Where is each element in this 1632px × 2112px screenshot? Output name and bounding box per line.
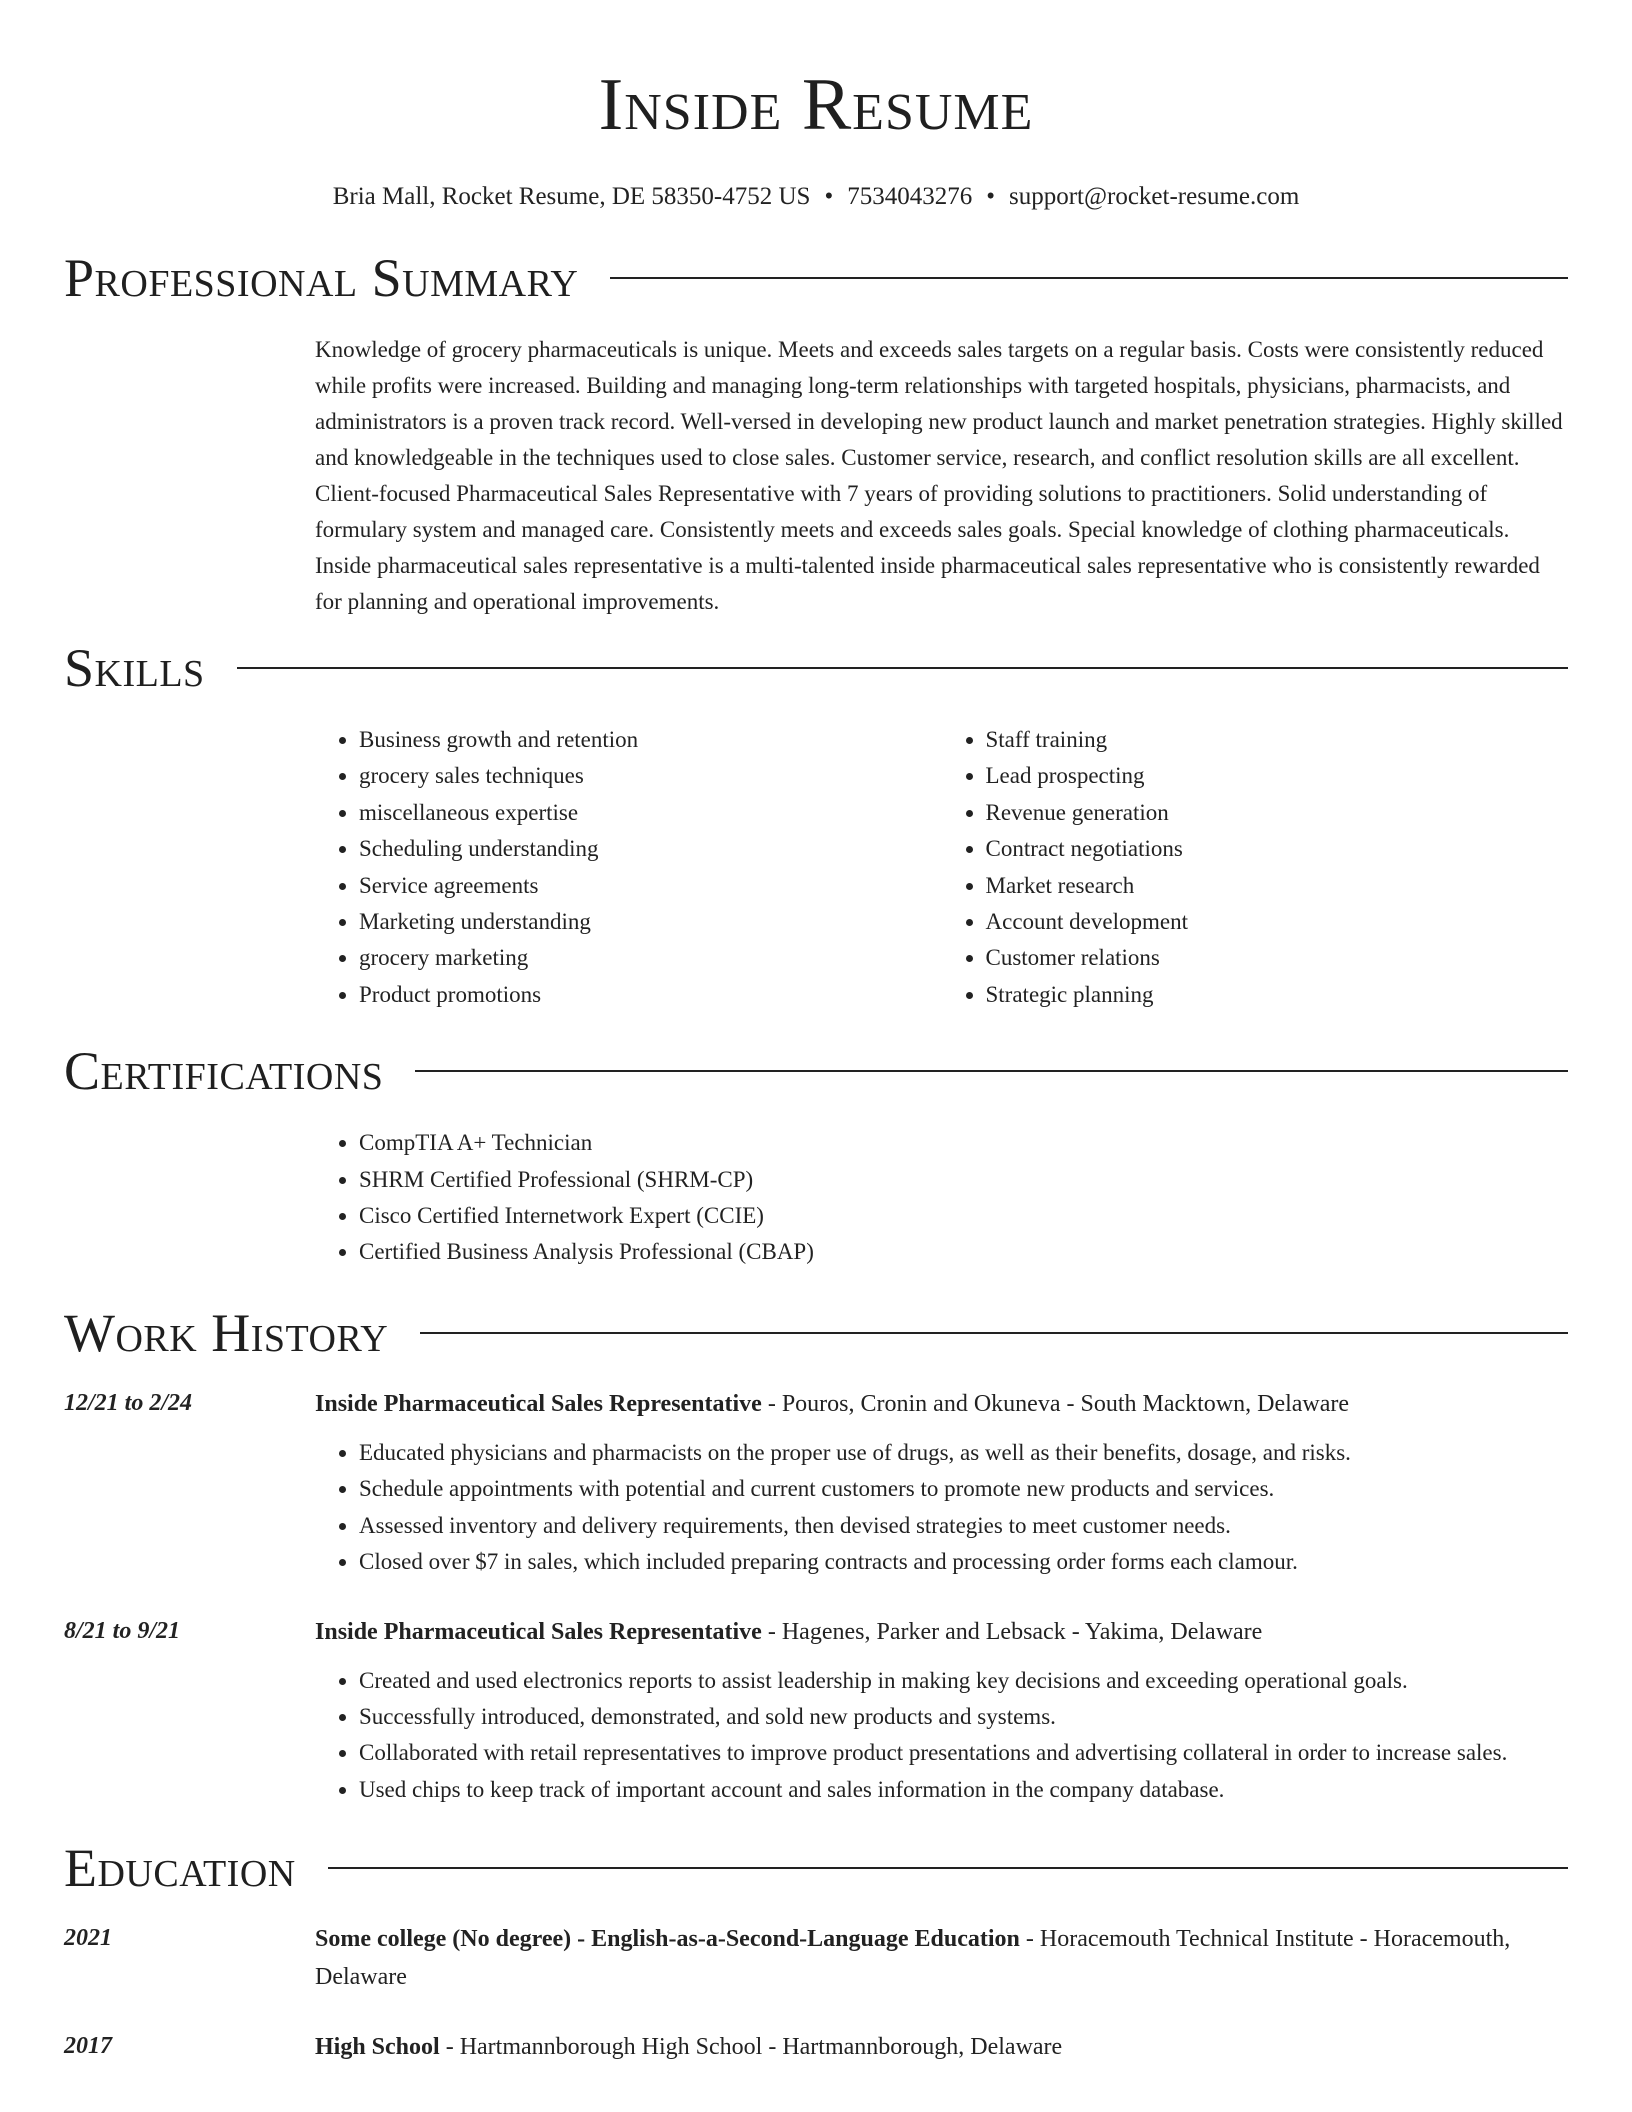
section-divider	[328, 1867, 1568, 1869]
skills-grid	[315, 722, 1568, 1013]
section-divider	[420, 1332, 1568, 1334]
summary-body	[315, 332, 1568, 620]
school-details: - Horacemouth Technical Institute - Horacemouth, Delaware	[315, 1926, 1511, 1991]
list-item: • Collaborated with retail representatives to improve product presentations and advertising collateral in order to increase sales.	[359, 1735, 1568, 1771]
work-section-header	[64, 1301, 1568, 1365]
list-item: • miscellaneous expertise	[359, 795, 942, 831]
education-section-header	[64, 1836, 1568, 1900]
list-item: • Revenue generation	[986, 795, 1569, 831]
list-item: • CompTIA A+ Technician	[359, 1125, 1568, 1161]
candidate-name: Inside Resume	[598, 64, 1034, 146]
work-bullet-list	[315, 1435, 1568, 1581]
certifications-body	[315, 1125, 1568, 1271]
list-item: • Account development	[986, 904, 1569, 940]
list-item: • Created and used electronics reports to assist leadership in making key decisions and exceeding operational goals.	[359, 1663, 1568, 1699]
skills-list-right	[942, 722, 1569, 1013]
section-title-work: Work History	[64, 1302, 389, 1363]
separator: •	[986, 183, 995, 210]
phone: 7534043276	[847, 183, 973, 210]
job-details: - Pouros, Cronin and Okuneva - South Macktown, Delaware	[761, 1390, 1350, 1417]
list-item: • Used chips to keep track of important account and sales information in the company database.	[359, 1772, 1568, 1808]
education-info	[315, 2028, 1568, 2066]
section-divider	[237, 667, 1568, 669]
job-details: - Hagenes, Parker and Lebsack - Yakima, Delaware	[761, 1618, 1263, 1645]
section-title-certifications: Certifications	[64, 1041, 384, 1102]
work-dates: 12/21 to 2/24	[64, 1389, 193, 1416]
resume-page	[64, 0, 1568, 2066]
list-item: • Scheduling understanding	[359, 831, 942, 867]
education-entry	[64, 2028, 1568, 2066]
list-item: • Staff training	[986, 722, 1569, 758]
school-details: - Hartmannborough High School - Hartmannborough, Delaware	[439, 2034, 1063, 2061]
list-item: • Strategic planning	[986, 977, 1569, 1013]
list-item: • grocery marketing	[359, 940, 942, 976]
work-info	[315, 1385, 1568, 1423]
skills-list-left	[315, 722, 942, 1013]
education-entry	[64, 1920, 1568, 1996]
list-item: • Cisco Certified Internetwork Expert (CCIE)	[359, 1198, 1568, 1234]
list-item: • Certified Business Analysis Professional (CBAP)	[359, 1234, 1568, 1270]
section-divider	[415, 1070, 1568, 1072]
list-item: • Market research	[986, 868, 1569, 904]
job-title: Inside Pharmaceutical Sales Representative	[315, 1390, 762, 1417]
skills-section-header	[64, 636, 1568, 700]
work-bullets	[315, 1435, 1568, 1581]
work-bullet-list	[315, 1663, 1568, 1809]
list-item: • Business growth and retention	[359, 722, 942, 758]
work-entry	[64, 1613, 1568, 1651]
list-item: • Assessed inventory and delivery requirements, then devised strategies to meet customer needs.	[359, 1508, 1568, 1544]
list-item: • Product promotions	[359, 977, 942, 1013]
summary-text: Knowledge of grocery pharmaceuticals is unique. Meets and exceeds sales targets on a regular basis. Costs were consistently reduced while profits were increased. Building and managing long-term relationships with targeted hospitals, physicians, pharmacists, and administrators is a proven track record. Well-versed in developing new product launch and market penetration strategies. Highly skilled and knowledgeable in the techniques used to close sales. Customer service, research, and conflict resolution skills are all excellent. Client-focused Pharmaceutical Sales Representative with 7 years of providing solutions to practitioners. Solid understanding of formulary system and managed care. Consistently meets and exceeds sales goals. Special knowledge of clothing pharmaceuticals. Inside pharmaceutical sales representative is a multi-talented inside pharmaceutical sales representative who is consistently rewarded for planning and operational improvements.	[315, 337, 1563, 614]
list-item: • Educated physicians and pharmacists on the proper use of drugs, as well as their benefits, dosage, and risks.	[359, 1435, 1568, 1471]
list-item: • grocery sales techniques	[359, 758, 942, 794]
education-year: 2021	[64, 1925, 112, 1952]
list-item: • Service agreements	[359, 868, 942, 904]
list-item: • Customer relations	[986, 940, 1569, 976]
list-item: • Lead prospecting	[986, 758, 1569, 794]
work-dates: 8/21 to 9/21	[64, 1617, 181, 1644]
section-title-education: Education	[64, 1838, 296, 1899]
separator: •	[824, 183, 834, 210]
education-year: 2017	[64, 2033, 112, 2060]
contact-line	[64, 182, 1568, 212]
work-entry	[64, 1385, 1568, 1423]
work-info	[315, 1613, 1568, 1651]
email: support@rocket-resume.com	[1008, 183, 1300, 210]
degree: Some college (No degree) - English-as-a-Second-Language Education	[315, 1926, 1020, 1953]
certifications-list	[315, 1125, 1568, 1271]
list-item: • Contract negotiations	[986, 831, 1569, 867]
list-item: • SHRM Certified Professional (SHRM-CP)	[359, 1162, 1568, 1198]
job-title: Inside Pharmaceutical Sales Representative	[315, 1618, 762, 1645]
address: Bria Mall, Rocket Resume, DE 58350-4752 US	[332, 183, 811, 210]
list-item: • Closed over $7 in sales, which included preparing contracts and processing order forms each clamour.	[359, 1544, 1568, 1580]
section-title-skills: Skills	[64, 638, 205, 698]
certifications-section-header	[64, 1039, 1568, 1103]
work-bullets	[315, 1663, 1568, 1809]
list-item: • Marketing understanding	[359, 904, 942, 940]
list-item: • Successfully introduced, demonstrated, and sold new products and systems.	[359, 1699, 1568, 1735]
education-info	[315, 1920, 1568, 1996]
section-divider	[610, 277, 1568, 279]
section-title-summary: Professional Summary	[64, 248, 579, 308]
degree: High School	[315, 2034, 440, 2061]
list-item: • Schedule appointments with potential and current customers to promote new products and services.	[359, 1471, 1568, 1507]
summary-section-header	[64, 246, 1568, 310]
